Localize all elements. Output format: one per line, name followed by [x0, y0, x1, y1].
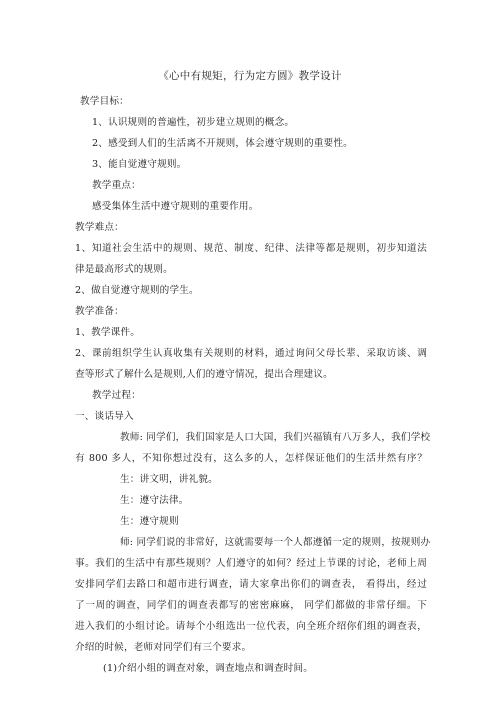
student-reply-1: 生：讲文明，讲礼貌。 — [120, 474, 218, 485]
difficulty-item-2: 2、做自觉遵守规则的学生。 — [75, 285, 199, 296]
teacher2-line-1: 师: 同学们说的非常好，这就需要每一个人都遵循一定的规则，按规则办 — [120, 537, 431, 548]
key-points-text: 感受集体生活中遵守规则的重要作用。 — [92, 201, 259, 212]
document-title: 《心中有规矩，行为定方圆》教学设计 — [158, 70, 342, 82]
section-1-heading: 一、谈话导入 — [75, 411, 134, 422]
teacher-line-1: 教师: 同学们，我们国家是人口大国，我们兴福镇有八万多人，我们学校 — [120, 432, 431, 443]
objectives-heading: 教学目标： — [80, 96, 129, 107]
teacher-line-2: 有 800 多人，不知你想过没有，这么多的人，怎样保证他们的生活井然有序？ — [75, 453, 427, 464]
difficulty-item-1-line-1: 1、知道社会生活中的规则、规范、制度、纪律、法律等都是规则，初步知道法 — [75, 243, 427, 254]
teacher2-line-4: 了一周的调查，同学们的调查表都写的密密麻麻， 同学们都做的非常仔细。下 — [75, 600, 427, 611]
preparation-item-2-line-1: 2、课前组织学生认真收集有关规则的材料，通过询问父母长辈、采取访谈、调 — [75, 348, 427, 359]
teacher2-line-2: 事。我们的生活中有那些规则？人们遵守的如何？经过上节课的讨论，老师上周 — [75, 558, 427, 569]
teacher2-line-3: 安排同学们去路口和超市进行调查，请大家拿出你们的调查表， 看得出，经过 — [75, 579, 427, 590]
preparation-item-1: 1、教学课件。 — [75, 327, 141, 338]
objective-item-1: 1、认识规则的普遍性，初步建立规则的概念。 — [92, 117, 295, 128]
objective-item-3: 3、能自觉遵守规则。 — [92, 159, 187, 170]
objective-item-2: 2、感受到人们的生活离不开规则，体会遵守规则的重要性。 — [92, 138, 353, 149]
teacher2-line-5: 进入我们的小组讨论。请每个小组选出一位代表，向全班介绍你们组的调查表， — [75, 621, 427, 632]
teacher2-line-6: 介绍的时候，老师对同学们有三个要求。 — [75, 642, 252, 653]
key-points-heading: 教学重点： — [92, 180, 141, 191]
difficulty-item-1-line-2: 律是最高形式的规则。 — [75, 264, 173, 275]
requirement-1: (1)介绍小组的调查对象，调查地点和调查时间。 — [103, 663, 314, 674]
student-reply-2: 生：遵守法律。 — [120, 495, 189, 506]
process-heading: 教学过程： — [92, 390, 141, 401]
preparation-item-2-line-2: 查等形式了解什么是规则,人们的遵守情况，提出合理建议。 — [75, 369, 333, 380]
preparation-heading: 教学准备： — [75, 306, 124, 317]
difficulties-heading: 教学难点： — [75, 222, 124, 233]
student-reply-3: 生：遵守规则 — [120, 516, 179, 527]
